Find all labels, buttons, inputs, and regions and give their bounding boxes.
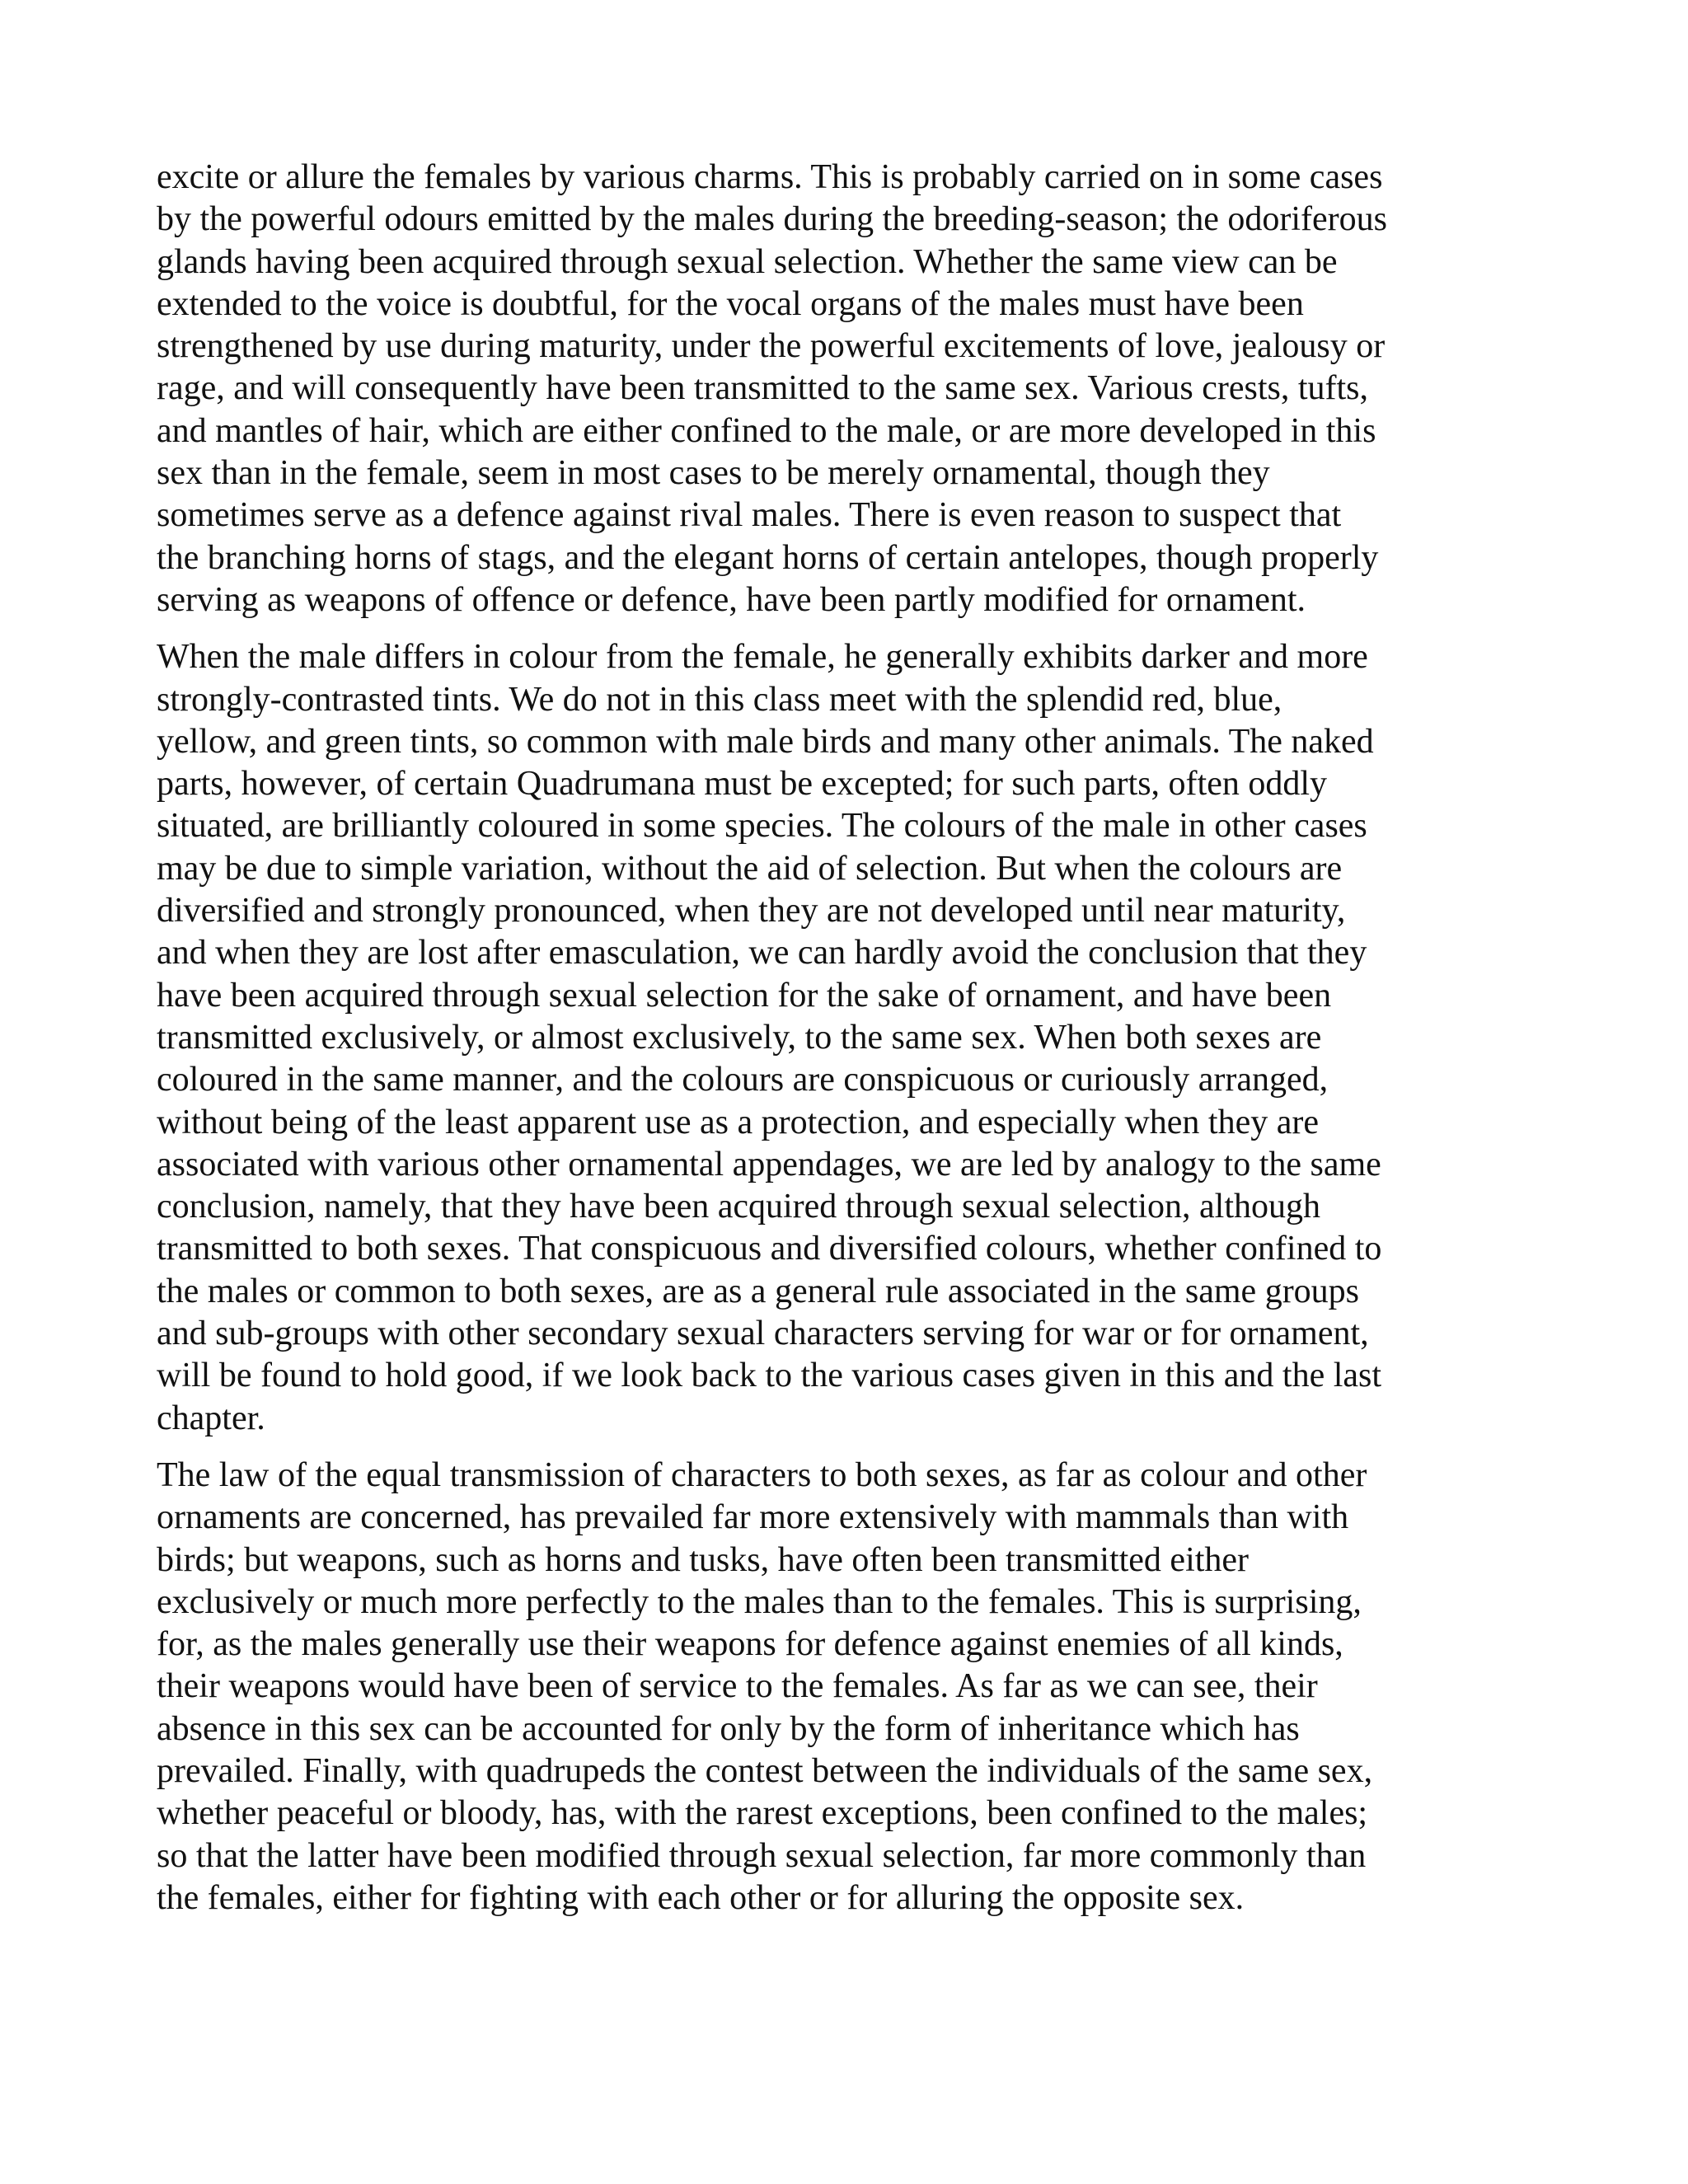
text-line: may be due to simple variation, without the aid of selection. But when the colours are — [157, 849, 1343, 888]
document-page — [157, 157, 1541, 1934]
text-line: chapter. — [157, 1399, 265, 1437]
text-line: birds; but weapons, such as horns and tusks, have often been transmitted either — [157, 1540, 1250, 1579]
text-line: and sub-groups with other secondary sexual characters serving for war or for ornament, — [157, 1315, 1369, 1353]
text-line: diversified and strongly pronounced, when they are not developed until near maturity, — [157, 892, 1346, 930]
text-line: prevailed. Finally, with quadrupeds the contest between the individuals of the same sex, — [157, 1751, 1373, 1790]
text-line: sex than in the female, seem in most cases to be merely ornamental, though they — [157, 454, 1270, 493]
text-line: yellow, and green tints, so common with male birds and many other animals. The naked — [157, 722, 1374, 761]
paragraph-1 — [157, 157, 1541, 621]
text-line: so that the latter have been modified through sexual selection, far more commonly than — [157, 1836, 1367, 1875]
text-line: transmitted exclusively, or almost exclusively, to the same sex. When both sexes are — [157, 1018, 1322, 1057]
text-line: excite or allure the females by various charms. This is probably carried on in some cases — [157, 158, 1383, 196]
text-line: conclusion, namely, that they have been acquired through sexual selection, although — [157, 1188, 1321, 1226]
text-line: without being of the least apparent use as a protection, and especially when they are — [157, 1103, 1319, 1141]
text-line: and mantles of hair, which are either confined to the male, or are more developed in this — [157, 411, 1376, 450]
text-line: coloured in the same manner, and the colours are conspicuous or curiously arranged, — [157, 1061, 1329, 1099]
text-line: The law of the equal transmission of characters to both sexes, as far as colour and other — [157, 1455, 1367, 1494]
text-line: the branching horns of stags, and the elegant horns of certain antelopes, though properly — [157, 538, 1379, 577]
text-line: the males or common to both sexes, are as a general rule associated in the same groups — [157, 1272, 1360, 1310]
text-line: will be found to hold good, if we look back to the various cases given in this and the last — [157, 1357, 1382, 1395]
paragraph-3 — [157, 1455, 1541, 1919]
text-line: ornaments are concerned, has prevailed far more extensively with mammals than with — [157, 1498, 1349, 1537]
text-line: associated with various other ornamental appendages, we are led by analogy to the same — [157, 1145, 1381, 1183]
text-line: have been acquired through sexual selection for the sake of ornament, and have been — [157, 976, 1332, 1015]
text-line: and when they are lost after emasculation, we can hardly avoid the conclusion that they — [157, 934, 1367, 972]
text-line: for, as the males generally use their weapons for defence against enemies of all kinds, — [157, 1625, 1343, 1664]
text-line: transmitted to both sexes. That conspicuous and diversified colours, whether confined to — [157, 1230, 1382, 1268]
text-line: sometimes serve as a defence against rival males. There is even reason to suspect that — [157, 496, 1342, 535]
text-line: strengthened by use during maturity, under the powerful excitements of love, jealousy or — [157, 327, 1386, 366]
text-line: their weapons would have been of service to the females. As far as we can see, their — [157, 1667, 1318, 1706]
text-line: parts, however, of certain Quadrumana must be excepted; for such parts, often oddly — [157, 765, 1328, 804]
text-line: rage, and will consequently have been transmitted to the same sex. Various crests, tufts, — [157, 369, 1368, 408]
text-line: When the male differs in colour from the female, he generally exhibits darker and more — [157, 638, 1368, 677]
text-line: absence in this sex can be accounted for only by the form of inheritance which has — [157, 1709, 1300, 1748]
text-line: exclusively or much more perfectly to the males than to the females. This is surprising, — [157, 1582, 1362, 1621]
text-line: situated, are brilliantly coloured in some species. The colours of the male in other cases — [157, 807, 1367, 846]
text-line: by the powerful odours emitted by the males during the breeding-season; the odoriferous — [157, 200, 1387, 239]
text-line: strongly-contrasted tints. We do not in this class meet with the splendid red, blue, — [157, 680, 1282, 719]
text-line: serving as weapons of offence or defence, have been partly modified for ornament. — [157, 580, 1306, 619]
text-line: extended to the voice is doubtful, for the vocal organs of the males must have been — [157, 284, 1304, 323]
paragraph-2 — [157, 636, 1541, 1440]
text-line: glands having been acquired through sexual selection. Whether the same view can be — [157, 242, 1338, 281]
text-line: whether peaceful or bloody, has, with the rarest exceptions, been confined to the males; — [157, 1794, 1368, 1833]
text-line: the females, either for fighting with each other or for alluring the opposite sex. — [157, 1878, 1245, 1917]
